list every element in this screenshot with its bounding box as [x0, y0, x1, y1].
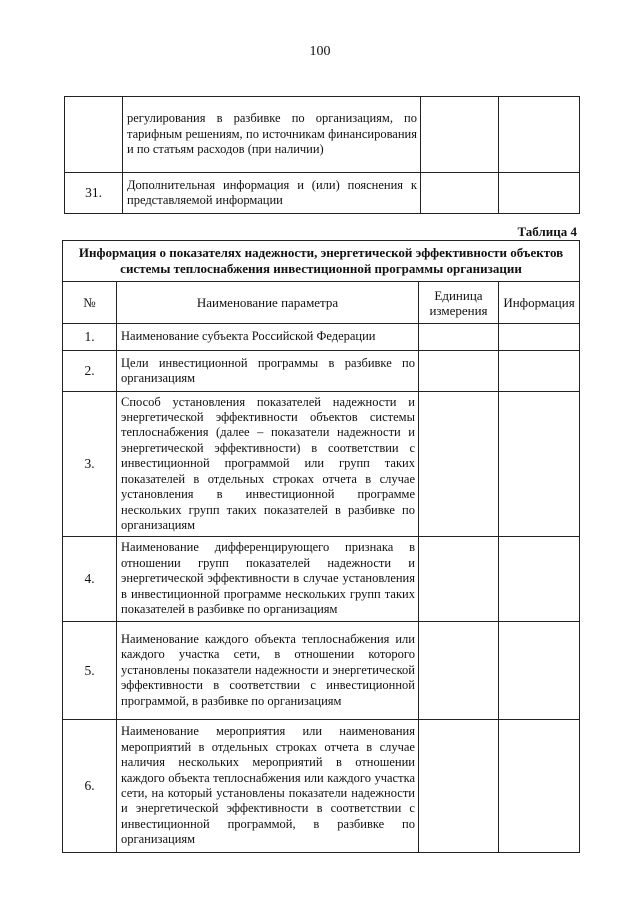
- page-number: 100: [309, 44, 331, 59]
- unit-cell: [419, 622, 499, 720]
- header-row: [63, 282, 580, 324]
- header-unit: Единица измерения: [419, 282, 499, 324]
- row-text: Способ установления показателей надежности и энергетической эффективности объектов системы теплоснабжения (далее – показатели надежности и энергетической эффективности) в соответствии с инвестиционной программой или групп таких показателей в отдельных строках отчета в случае установления в инвестиционной программе нескольких групп таких показателей в разбивке по организациям: [117, 392, 419, 537]
- table-title: Информация о показателях надежности, энергетической эффективности объектов системы теплоснабжения инвестиционной программы организации: [63, 241, 580, 282]
- header-num: №: [63, 282, 117, 324]
- unit-cell: [421, 173, 499, 214]
- table-row: [65, 173, 580, 214]
- info-cell: [499, 720, 580, 853]
- unit-cell: [419, 392, 499, 537]
- row-text: Дополнительная информация и (или) пояснения к представляемой информации: [123, 173, 421, 214]
- table-4: [62, 240, 580, 853]
- info-cell: [499, 392, 580, 537]
- info-cell: [499, 537, 580, 622]
- row-number: 6.: [63, 720, 117, 853]
- row-number: 31.: [65, 173, 123, 214]
- row-number: 1.: [63, 324, 117, 351]
- table-row: [63, 537, 580, 622]
- unit-cell: [419, 324, 499, 351]
- unit-cell: [419, 537, 499, 622]
- table-row: [63, 392, 580, 537]
- info-cell: [499, 622, 580, 720]
- table-caption: Таблица 4: [517, 224, 577, 239]
- table-row: [63, 622, 580, 720]
- unit-cell: [421, 97, 499, 173]
- table-row: [63, 720, 580, 853]
- row-text: Цели инвестиционной программы в разбивке по организациям: [117, 351, 419, 392]
- row-text: Наименование дифференцирующего признака в отношении групп показателей надежности и энергетической эффективности в случае установления в инвестиционной программе нескольких групп таких показателей в разбивке по организациям: [117, 537, 419, 622]
- row-text: Наименование каждого объекта теплоснабжения или каждого участка сети, в отношении которого установлены показатели надежности и энергетической эффективности в соответствии с инвестиционной программой, в разбивке по организациям: [117, 622, 419, 720]
- info-cell: [499, 97, 580, 173]
- row-number: 3.: [63, 392, 117, 537]
- info-cell: [499, 324, 580, 351]
- row-number: [65, 97, 123, 173]
- row-text: Наименование субъекта Российской Федерации: [117, 324, 419, 351]
- row-text: Наименование мероприятия или наименования мероприятий в отдельных строках отчета в случае наличия нескольких мероприятий в отношении каждого объекта теплоснабжения или каждого участка сети, на который установлены показатели надежности и энергетической эффективности в соответствии с инвестиционной программой, в разбивке по организациям: [117, 720, 419, 853]
- header-name: Наименование параметра: [117, 282, 419, 324]
- header-info: Информация: [499, 282, 580, 324]
- row-number: 2.: [63, 351, 117, 392]
- info-cell: [499, 173, 580, 214]
- table-row: [63, 351, 580, 392]
- info-cell: [499, 351, 580, 392]
- table-title-row: [63, 241, 580, 282]
- row-number: 4.: [63, 537, 117, 622]
- row-text: регулирования в разбивке по организациям, по тарифным решениям, по источникам финансирования и по статьям расходов (при наличии): [123, 97, 421, 173]
- row-number: 5.: [63, 622, 117, 720]
- continuation-table: [64, 96, 580, 214]
- unit-cell: [419, 720, 499, 853]
- unit-cell: [419, 351, 499, 392]
- table-row: [63, 324, 580, 351]
- table-row: [65, 97, 580, 173]
